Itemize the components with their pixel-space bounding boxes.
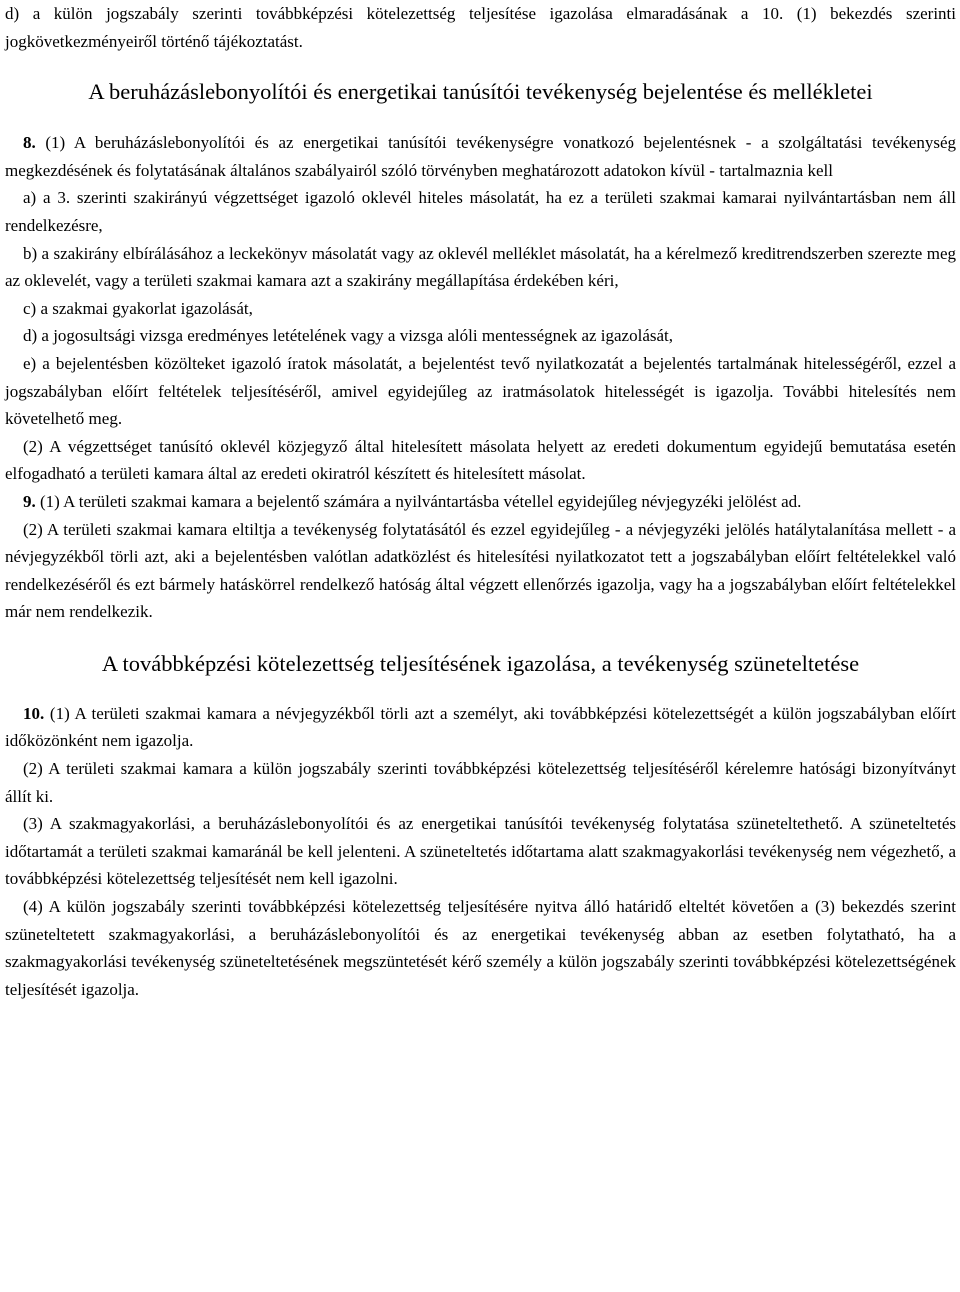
section-heading-tovabbkepzes: A továbbképzési kötelezettség teljesítésének igazolása, a tevékenység szüneteltetése <box>101 650 860 676</box>
s8-paragraph-1 <box>5 129 956 184</box>
s9-paragraph-1 <box>5 488 956 516</box>
s8-item-d: d) a jogosultsági vizsga eredményes letételének vagy a vizsga alóli mentességnek az igazolását, <box>23 326 674 346</box>
s8-item-e: e) a bejelentésben közölteket igazoló íratok másolatát, a bejelentést tevő nyilatkozatát a bejelentés tartalmának hitelességéről, ezzel a jogszabályban előírt feltételek teljesítéséről, amivel egyidejűleg az iratmásolatok hitelességét is igazolja. További hitelesítés nem követelhető meg. <box>5 353 956 429</box>
s9-p1-text: (1) A területi szakmai kamara a bejelentő számára a nyilvántartásba vétellel egyidejűleg névjegyzéki jelölést ad. <box>35 491 802 511</box>
s8-item-b: b) a szakirány elbírálásához a leckekönyv másolatát vagy az oklevél melléklet másolatát, ha a kérelmező kreditrendszerben szerezte meg az oklevelét, vagy a területi szakmai kamara azt a szakirány megállapítása érdekében kéri, <box>5 243 956 291</box>
s10-number: 10. <box>23 703 45 723</box>
s8-item-a: a) a 3. szerinti szakirányú végzettséget igazoló oklevél hiteles másolatát, ha ez a területi szakmai kamarai nyilvántartásban nem áll rendelkezésre, <box>5 188 956 235</box>
section-heading-bejelentes: A beruházáslebonyolítói és energetikai tanúsítói tevékenység bejelentése és mellékletei <box>88 79 873 105</box>
s8-item-c: c) a szakmai gyakorlat igazolását, <box>23 298 253 318</box>
intro-paragraph: d) a külön jogszabály szerinti továbbképzési kötelezettség teljesítése igazolása elmaradásának a 10. (1) bekezdés szerinti jogkövetkezményeiről történő tájékoztatást. <box>5 4 956 51</box>
s9-paragraph-2: (2) A területi szakmai kamara eltiltja a tevékenység folytatásától és ezzel egyidejűleg - a névjegyzéki jelölés hatálytalanítása mellett - a névjegyzékből törli azt, aki a bejelentésben valótlan adatközlést és hitelesítési nyilatkozatot tett a jogszabályban előírt feltételekkel való rendelkezéséről és ezt bármely hatáskörrel rendelkező hatóság által végzett ellenőrzés igazolja, vagy ha a jogszabályban előírt feltételekkel már nem rendelkezik. <box>5 519 956 622</box>
s8-paragraph-2: (2) A végzettséget tanúsító oklevél közjegyző által hitelesített másolata helyett az eredeti dokumentum egyidejű bemutatása esetén elfogadható a területi kamara által az eredeti okiratról készített és hitelesített másolat. <box>5 436 956 484</box>
document-page <box>5 0 956 1003</box>
s10-paragraph-1 <box>5 700 956 755</box>
s8-p1-text: (1) A beruházáslebonyolítói és az energetikai tanúsítói tevékenységre vonatkozó bejelentésnek - a szolgáltatási tevékenység megkezdésének és folytatásának általános szabályairól szóló törvényben meghatározott adatokon kívül - tartalmaznia kell <box>5 133 956 180</box>
s8-number: 8. <box>23 133 36 153</box>
s10-paragraph-2: (2) A területi szakmai kamara a külön jogszabály szerinti továbbképzési kötelezettség teljesítéséről kérelemre hatósági bizonyítványt állít ki. <box>5 759 956 806</box>
s10-paragraph-4: (4) A külön jogszabály szerinti továbbképzési kötelezettség teljesítésére nyitva álló határidő elteltét követően a (3) bekezdés szerint szüneteltetett szakmagyakorlási, a beruházáslebonyolítói és az energetikai tevékenység abban az esetben folytatható, ha a szakmagyakorlási tevékenység szüneteltetésének megszüntetését kérő személy a külön jogszabály szerinti továbbképzési kötelezettségének teljesítését igazolja. <box>5 897 956 999</box>
s10-p1-text: (1) A területi szakmai kamara a névjegyzékből törli azt a személyt, aki továbbképzési kötelezettségét a külön jogszabályban előírt időközönként nem igazolja. <box>5 703 956 751</box>
s10-paragraph-3: (3) A szakmagyakorlási, a beruházáslebonyolítói és az energetikai tanúsítói tevékenység folytatása szüneteltethető. A szüneteltetés időtartamát a területi szakmai kamaránál be kell jelenteni. A szüneteltetés időtartama alatt szakmagyakorlási tevékenység nem végezhető, a továbbképzési kötelezettség teljesítését nem kell igazolni. <box>5 814 956 889</box>
s9-number: 9. <box>23 491 36 511</box>
